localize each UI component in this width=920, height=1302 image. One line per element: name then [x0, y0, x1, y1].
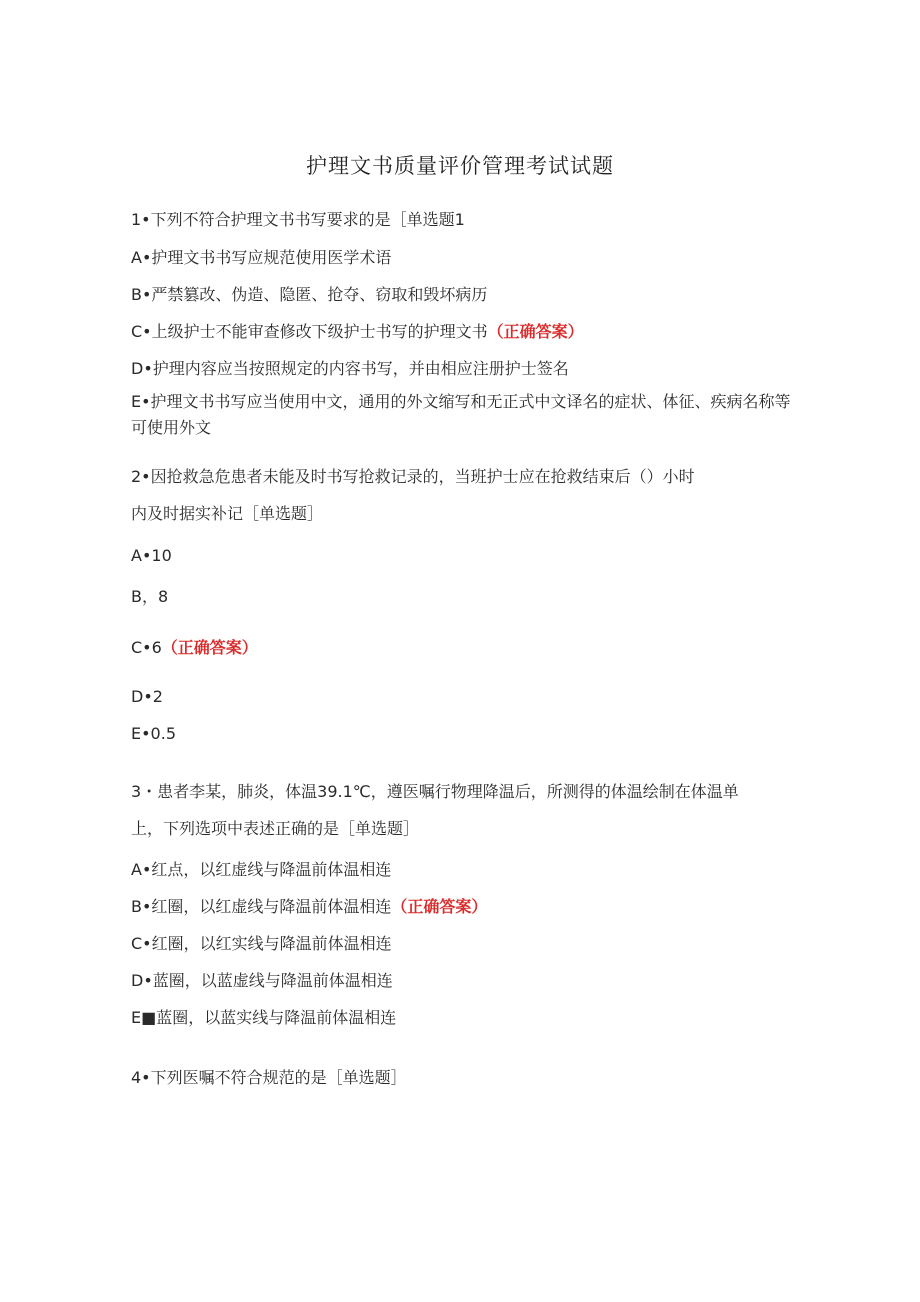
- question-2-option-e: E•0.5: [131, 724, 176, 743]
- question-1-option-c: [131, 320, 584, 344]
- option-text: C•上级护士不能审查修改下级护士书写的护理文书: [131, 322, 488, 341]
- option-text: C•6: [131, 638, 162, 657]
- question-3-option-e: E■蓝圈，以蓝实线与降温前体温相连: [131, 1008, 397, 1027]
- question-1-stem: 1•下列不符合护理文书书写要求的是［单选题1: [131, 210, 465, 229]
- correct-answer-mark: （正确答案）: [487, 322, 584, 341]
- question-1-option-d: D•护理内容应当按照规定的内容书写，并由相应注册护士签名: [131, 359, 569, 378]
- correct-answer-mark: （正确答案）: [161, 638, 258, 657]
- question-2-option-c: [131, 636, 258, 660]
- question-1-option-e: E•护理文书书写应当使用中文，通用的外文缩写和无正式中文译名的症状、体征、疾病名称等可使用外文: [131, 392, 791, 437]
- question-3-option-a: A•红点，以红虚线与降温前体温相连: [131, 860, 392, 879]
- question-2-option-b: B，8: [131, 587, 169, 606]
- question-2-stem-line-1: 2•因抢救急危患者未能及时书写抢救记录的，当班护士应在抢救结束后（）小时: [131, 467, 695, 486]
- question-3-option-d: D•蓝圈，以蓝虚线与降温前体温相连: [131, 971, 393, 990]
- question-2-option-a: A•10: [131, 546, 172, 565]
- question-3-stem-line-2: 上，下列选项中表述正确的是［单选题］: [131, 819, 420, 838]
- document-title: 护理文书质量评价管理考试试题: [306, 154, 614, 178]
- question-2-stem-line-2: 内及时据实补记［单选题］: [131, 504, 324, 523]
- question-1-option-b: B•严禁篡改、伪造、隐匿、抢夺、窃取和毁坏病历: [131, 285, 488, 304]
- question-4-stem: 4•下列医嘱不符合规范的是［单选题］: [131, 1068, 407, 1087]
- correct-answer-mark: （正确答案）: [391, 897, 488, 916]
- question-3-option-b: [131, 895, 487, 919]
- question-3-option-c: C•红圈，以红实线与降温前体温相连: [131, 934, 392, 953]
- question-3-stem-line-1: 3・患者李某，肺炎，体温39.1℃，遵医嘱行物理降温后，所测得的体温绘制在体温单: [131, 782, 739, 801]
- question-1-option-a: A•护理文书书写应规范使用医学术语: [131, 248, 392, 267]
- option-text: B•红圈，以红虚线与降温前体温相连: [131, 897, 392, 916]
- question-2-option-d: D•2: [131, 687, 163, 706]
